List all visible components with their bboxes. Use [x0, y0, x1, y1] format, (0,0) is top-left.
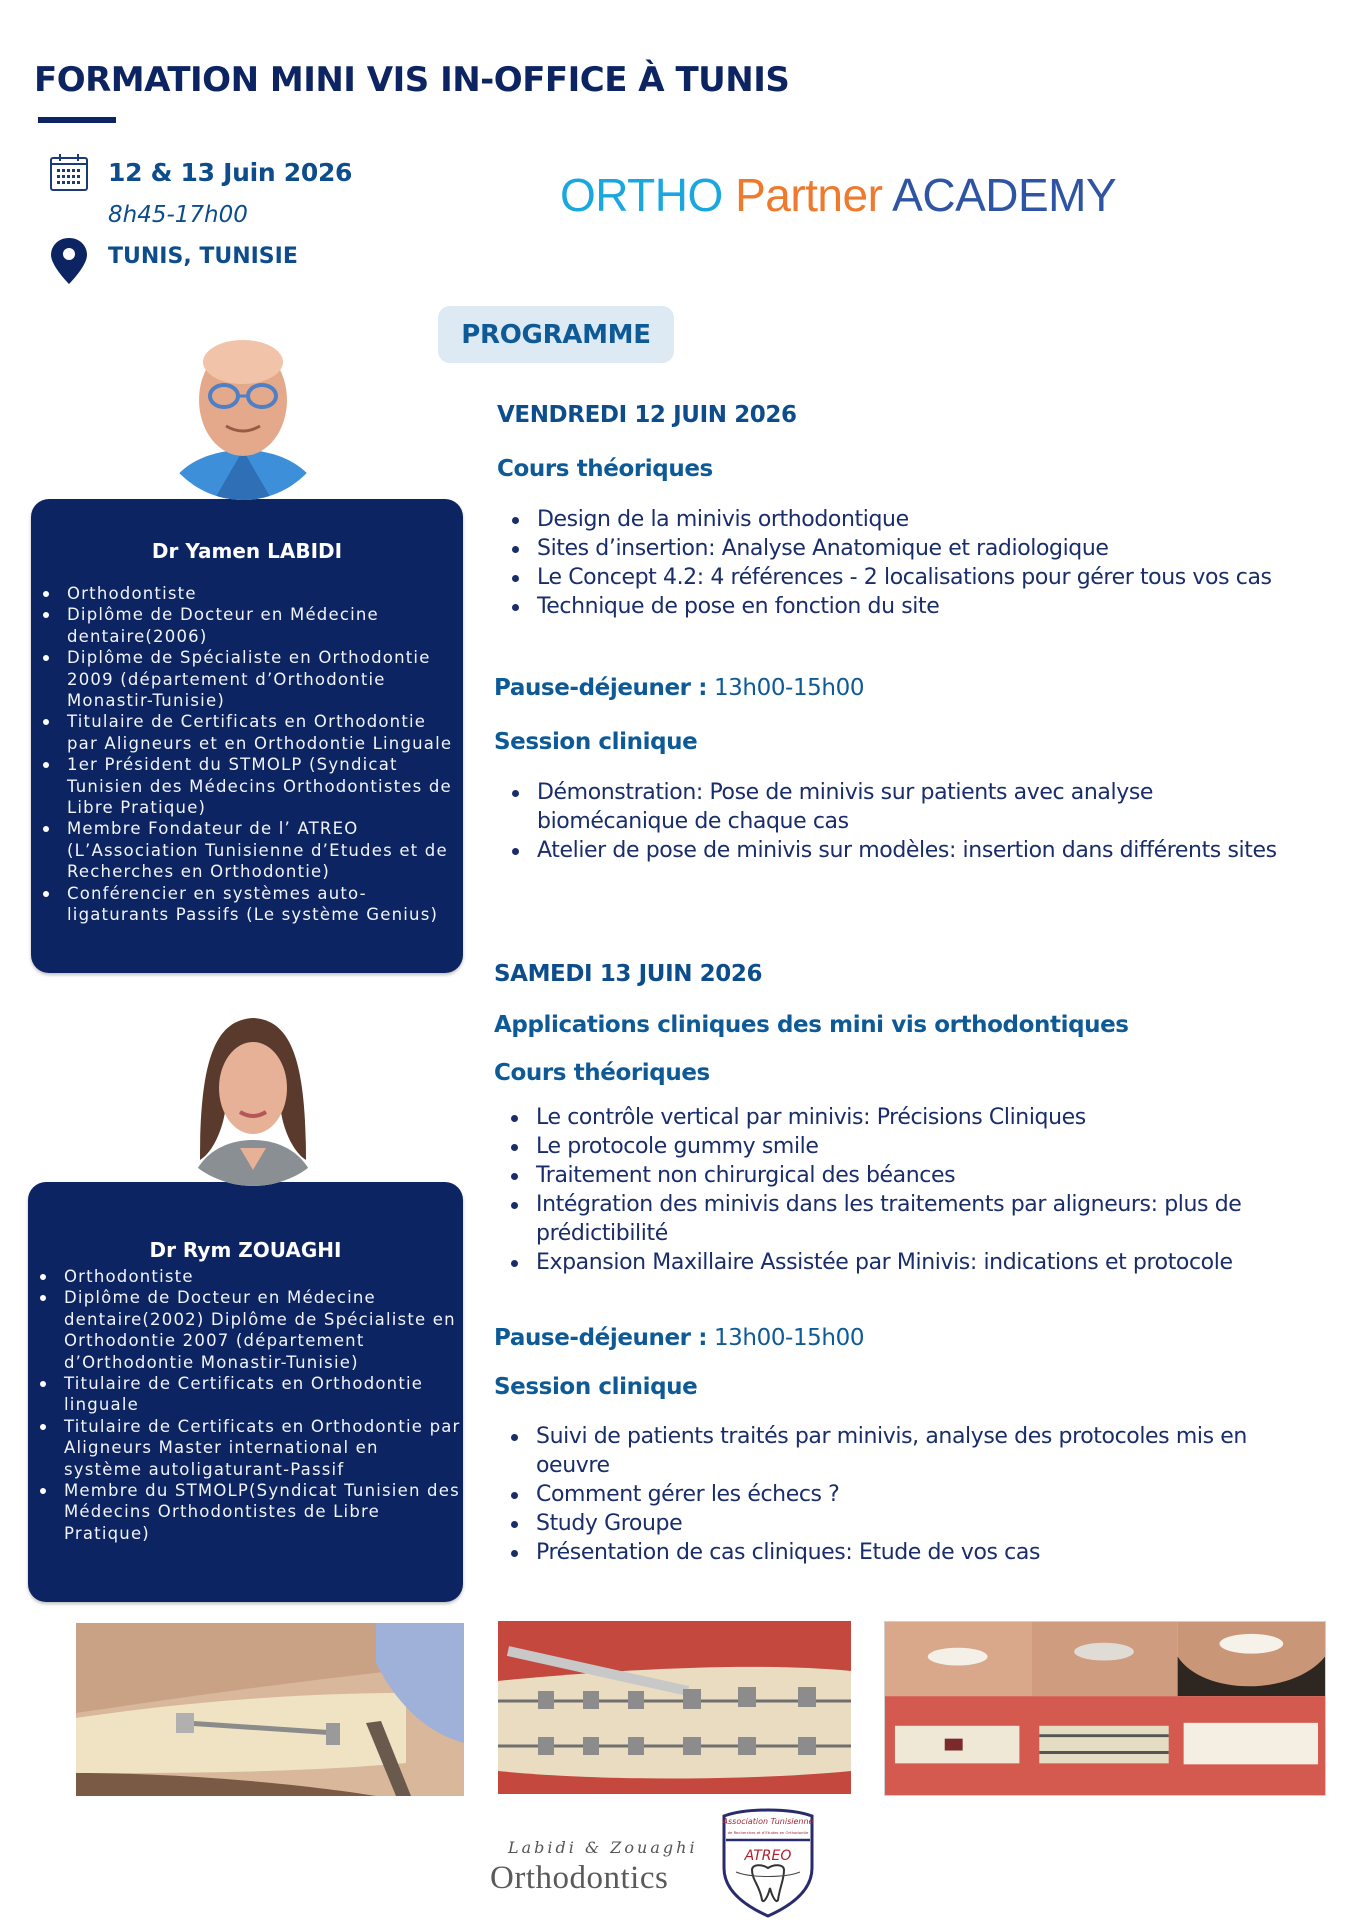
programme-item: Le contrôle vertical par minivis: Précisions Cliniques	[506, 1103, 1316, 1132]
programme-badge: PROGRAMME	[438, 306, 674, 363]
calendar-icon	[49, 152, 89, 192]
day-1-theory-title: Cours théoriques	[497, 456, 713, 482]
speaker-card-zouaghi	[28, 1182, 463, 1602]
speaker-name: Dr Rym ZOUAGHI	[149, 1238, 342, 1262]
clinical-photo-miniscrew-insertion	[76, 1623, 464, 1796]
programme-item: Sites d’insertion: Analyse Anatomique et radiologique	[507, 534, 1307, 563]
clinic-logo-wordmark: Orthodontics	[490, 1860, 669, 1896]
programme-item: Technique de pose en fonction du site	[507, 592, 1307, 621]
credential-item: Titulaire de Certificats en Orthodontie par Aligneurs Master international en système autoligaturant-Passif	[28, 1416, 463, 1480]
programme-item: Expansion Maxillaire Assistée par Minivis: indications et protocole	[506, 1248, 1316, 1277]
day-2-lunch-break	[494, 1325, 864, 1351]
programme-item: Le Concept 4.2: 4 références - 2 localisations pour gérer tous vos cas	[507, 563, 1307, 592]
clinical-photo-before-after-smiles	[884, 1621, 1326, 1796]
lunch-label: Pause-déjeuner :	[494, 675, 708, 701]
day-2-title: SAMEDI 13 JUIN 2026	[494, 961, 763, 987]
day-2-theory-title: Cours théoriques	[494, 1060, 710, 1086]
day-2-theory-list	[506, 1103, 1316, 1277]
programme-item: Atelier de pose de minivis sur modèles: insertion dans différents sites	[507, 836, 1307, 865]
clinical-photo-braces-side	[498, 1621, 851, 1794]
credential-item: Diplôme de Docteur en Médecine dentaire(2002) Diplôme de Spécialiste en Orthodontie 2007 (département d’Orthodontie Monastir-Tunisie)	[28, 1287, 463, 1373]
programme-item: Présentation de cas cliniques: Etude de vos cas	[506, 1538, 1316, 1567]
credential-item: Titulaire de Certificats en Orthodontie linguale	[28, 1373, 463, 1416]
programme-item: Démonstration: Pose de minivis sur patients avec analyse biomécanique de chaque cas	[507, 778, 1307, 836]
speaker-card-labidi	[31, 499, 463, 973]
atreo-name-text: ATREO	[744, 1848, 792, 1864]
atreo-top-text: Association Tunisienne	[722, 1817, 814, 1826]
credential-item: Diplôme de Spécialiste en Orthodontie 2009 (département d’Orthodontie Monastir-Tunisie)	[31, 647, 463, 711]
programme-item: Suivi de patients traités par minivis, analyse des protocoles mis en oeuvre	[506, 1422, 1316, 1480]
day-1-theory-list	[507, 505, 1307, 621]
day-1-clinic-title: Session clinique	[494, 729, 698, 755]
event-date: 12 & 13 Juin 2026	[108, 158, 353, 187]
programme-item: Le protocole gummy smile	[506, 1132, 1316, 1161]
event-time: 8h45-17h00	[108, 202, 248, 228]
day-1-clinic-list	[507, 778, 1307, 865]
lunch-time: 13h00-15h00	[713, 675, 865, 701]
programme-item: Design de la minivis orthodontique	[507, 505, 1307, 534]
title-underline	[38, 117, 116, 123]
event-location: TUNIS, TUNISIE	[108, 244, 298, 269]
credential-item: Titulaire de Certificats en Orthodontie par Aligneurs et en Orthodontie Linguale	[31, 711, 463, 754]
speaker-credentials	[31, 583, 463, 926]
avatar-labidi	[154, 322, 332, 500]
map-pin-icon	[48, 236, 90, 286]
programme-item: Traitement non chirurgical des béances	[506, 1161, 1316, 1190]
day-2-clinic-list	[506, 1422, 1316, 1567]
day-1-title: VENDREDI 12 JUIN 2026	[497, 402, 797, 428]
credential-item: Orthodontiste	[31, 583, 463, 604]
speaker-name: Dr Yamen LABIDI	[151, 539, 343, 563]
logo-word-partner: Partner	[735, 169, 883, 221]
speaker-credentials	[28, 1266, 463, 1544]
credential-item: Membre du STMOLP(Syndicat Tunisien des Médecins Orthodontistes de Libre Pratique)	[28, 1480, 463, 1544]
lunch-label: Pause-déjeuner :	[494, 1325, 708, 1351]
logo-word-academy: ACADEMY	[892, 169, 1117, 221]
credential-item: Conférencier en systèmes auto-ligaturants Passifs (Le système Genius)	[31, 883, 463, 926]
day-2-subtitle: Applications cliniques des mini vis orthodontiques	[494, 1012, 1129, 1038]
credential-item: Diplôme de Docteur en Médecine dentaire(2006)	[31, 604, 463, 647]
programme-item: Study Groupe	[506, 1509, 1316, 1538]
day-2-clinic-title: Session clinique	[494, 1374, 698, 1400]
logo-word-ortho: ORTHO	[560, 169, 723, 221]
programme-item: Intégration des minivis dans les traitements par aligneurs: plus de prédictibilité	[506, 1190, 1316, 1248]
page-title: FORMATION MINI VIS IN-OFFICE À TUNIS	[34, 60, 790, 100]
lunch-time: 13h00-15h00	[713, 1325, 865, 1351]
credential-item: Orthodontiste	[28, 1266, 463, 1287]
ortho-partner-academy-logo	[560, 168, 1116, 222]
programme-item: Comment gérer les échecs ?	[506, 1480, 1316, 1509]
clinic-logo-tagline: Labidi & Zouaghi	[508, 1838, 698, 1857]
credential-item: Membre Fondateur de l’ ATREO (L’Association Tunisienne d’Etudes et de Recherches en Orthodontie)	[31, 818, 463, 882]
credential-item: 1er Président du STMOLP (Syndicat Tunisien des Médecins Orthodontistes de Libre Pratique)	[31, 754, 463, 818]
day-1-lunch-break	[494, 675, 864, 701]
atreo-sub-text: de Recherches et d’Etudes en Orthodontie	[727, 1830, 809, 1835]
avatar-zouaghi	[160, 1000, 346, 1186]
atreo-shield-logo	[716, 1808, 820, 1918]
